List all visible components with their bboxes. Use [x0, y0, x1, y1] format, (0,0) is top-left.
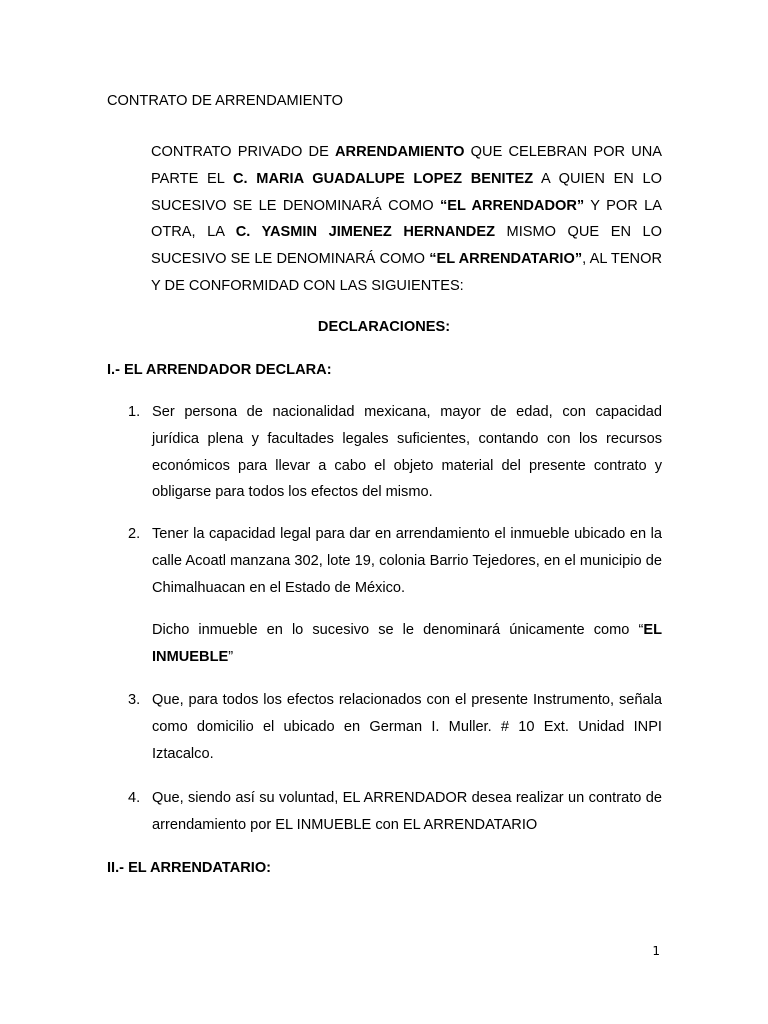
page-number: 1 [652, 944, 660, 958]
declaraciones-heading [0, 314, 768, 341]
intro-text: A QUIEN EN LO SUCESIVO SE LE DENOMINARÁ COMO [151, 170, 662, 214]
declaraciones-heading-text: DECLARACIONES: [317, 319, 451, 335]
list-item-text: Ser persona de nacionalidad mexicana, mayor de edad, con capacidad jurídica plena y facultades legales suficientes, contando con los recursos económicos para llevar a cabo el objeto material del presente contrato y obligarse para todos los efectos del mismo. [152, 404, 662, 501]
list-item-text: Que, para todos los efectos relacionados con el presente Instrumento, señala como domicilio el ubicado en German I. Muller. # 10 Ext. Unidad INPI Iztacalco. [152, 692, 662, 762]
list-number: 4. [128, 790, 141, 806]
list-item-text: Que, siendo así su voluntad, EL ARRENDADOR desea realizar un contrato de arrendamiento por EL INMUEBLE con EL ARRENDATARIO [152, 790, 662, 833]
intro-text: , AL TENOR Y DE CONFORMIDAD CON LAS SIGUIENTES: [151, 251, 662, 294]
intro-bold-text: ARRENDAMIENTO [335, 144, 465, 160]
list-number: 2. [128, 526, 141, 542]
intro-text: MISMO QUE EN LO SUCESIVO SE LE DENOMINARÁ COMO [151, 224, 663, 268]
intro-text: Y POR LA OTRA, LA [151, 197, 662, 241]
intro-paragraph [151, 139, 662, 300]
section-heading-arrendador [107, 357, 332, 384]
list-item [152, 399, 662, 506]
section-heading-text: II.- EL ARRENDATARIO: [107, 860, 272, 876]
intro-bold-text: C. MARIA GUADALUPE LOPEZ BENITEZ [233, 170, 534, 187]
list-item-bold-text: EL INMUEBLE [152, 622, 662, 665]
list-item [152, 785, 662, 839]
list-number: 3. [128, 692, 141, 708]
list-item-text: Tener la capacidad legal para dar en arrendamiento el inmueble ubicado en la calle Acoatl manzana 302, lote 19, colonia Barrio Tejedores, en el municipio de Chimalhuacan en el Estado de México. [152, 526, 662, 596]
intro-bold-text: “EL ARRENDATARIO” [429, 251, 583, 268]
list-item-text: ” [228, 648, 234, 665]
intro-text: CONTRATO PRIVADO DE [151, 144, 336, 160]
list-number: 1. [128, 404, 141, 420]
list-item-continuation [152, 617, 662, 671]
list-item [152, 687, 662, 767]
intro-bold-text: C. YASMIN JIMENEZ HERNANDEZ [235, 224, 495, 241]
document-title-text: CONTRATO DE ARRENDAMIENTO [107, 93, 343, 109]
list-item [152, 521, 662, 601]
section-heading-text: I.- EL ARRENDADOR DECLARA: [107, 362, 332, 378]
document-title [107, 88, 343, 115]
section-heading-arrendatario [107, 855, 271, 882]
intro-bold-text: “EL ARRENDADOR” [439, 197, 585, 214]
list-item-text: Dicho inmueble en lo sucesivo se le denominará únicamente como “ [152, 622, 644, 638]
intro-text: QUE CELEBRAN POR UNA PARTE EL [151, 144, 663, 187]
